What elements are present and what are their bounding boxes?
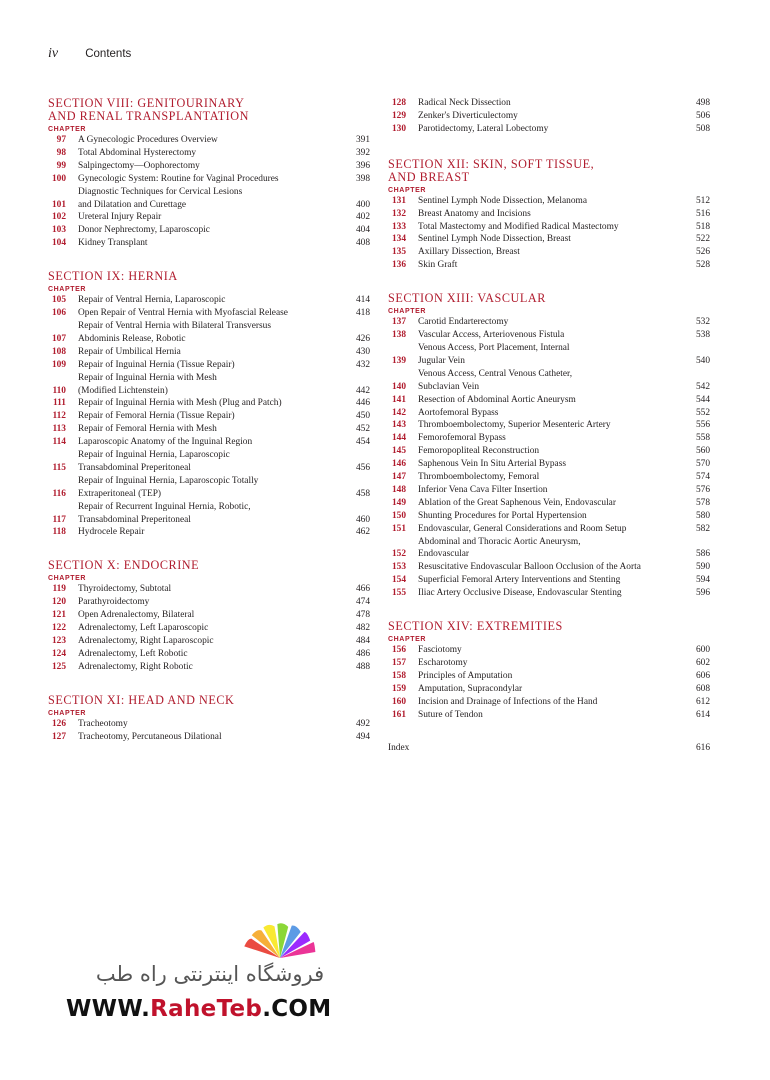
page-number: 400: [355, 199, 370, 210]
toc-section: [48, 694, 370, 744]
page-number: 576: [695, 484, 710, 495]
chapter-title: Repair of Ventral Hernia, Laparoscopic: [78, 295, 226, 306]
chapter-number: 100: [51, 173, 66, 184]
page-number: 544: [695, 394, 710, 405]
chapter-title: Femoropopliteal Reconstruction: [418, 446, 540, 457]
chapter-label: CHAPTER: [48, 575, 87, 583]
page-number: 602: [695, 658, 710, 668]
section-heading: SECTION XIV: EXTREMITIES: [388, 619, 563, 634]
page-number: 484: [355, 636, 370, 646]
page-number: 612: [695, 696, 710, 707]
watermark-persian-text: فروشگاه اینترنتی راه طب: [95, 962, 325, 986]
toc-entry[interactable]: [48, 397, 370, 410]
chapter-title: Repair of Ventral Hernia with Bilateral Transversus Abdominis Release, Robotic: [78, 320, 272, 344]
chapter-title: Aortofemoral Bypass: [418, 407, 499, 418]
page-number: 426: [355, 333, 370, 344]
toc-section: [388, 158, 710, 272]
chapter-number: 103: [51, 225, 66, 236]
toc-entry[interactable]: [48, 294, 370, 307]
toc-entry[interactable]: [48, 583, 370, 596]
chapter-title: Kidney Transplant: [78, 238, 148, 249]
toc-entry[interactable]: [48, 648, 370, 661]
toc-entry[interactable]: [48, 436, 370, 449]
toc-entry[interactable]: [388, 394, 710, 407]
toc-entry[interactable]: [388, 644, 710, 657]
toc-section: [48, 97, 370, 250]
chapter-title: Salpingectomy—Oophorectomy: [78, 160, 200, 171]
page-number: 578: [695, 497, 710, 508]
toc-entry[interactable]: [388, 510, 710, 523]
chapter-title: Iliac Artery Occlusive Disease, Endovascular Stenting: [418, 588, 622, 599]
chapter-number: 101: [51, 199, 66, 210]
page-number: 442: [355, 385, 370, 396]
chapter-number: 140: [391, 381, 406, 392]
chapter-title: Hydrocele Repair: [78, 527, 145, 538]
toc-entry[interactable]: [388, 670, 710, 683]
chapter-number: 123: [51, 636, 66, 646]
page-number: 494: [355, 731, 370, 742]
toc-entry[interactable]: [48, 410, 370, 423]
toc-entry[interactable]: [48, 423, 370, 436]
chapter-label: CHAPTER: [48, 126, 87, 133]
chapter-title: Venous Access, Central Venous Catheter, Subclavian Vein: [418, 368, 573, 392]
chapter-number: 149: [391, 497, 406, 508]
chapter-label: CHAPTER: [48, 709, 87, 717]
chapter-number: 102: [51, 212, 66, 223]
toc-entry[interactable]: [388, 536, 710, 562]
chapter-title: Tracheotomy, Percutaneous Dilational: [78, 731, 222, 742]
toc-entry[interactable]: [388, 342, 710, 368]
toc-entry[interactable]: [48, 237, 370, 250]
chapter-number: 109: [51, 359, 66, 370]
chapter-title: Total Abdominal Hysterectomy: [78, 147, 197, 158]
toc-entry[interactable]: [388, 561, 710, 574]
toc-entry[interactable]: [388, 683, 710, 696]
toc-entry[interactable]: [388, 123, 710, 136]
page-number: 430: [355, 346, 370, 357]
chapter-title: Repair of Inguinal Hernia, Laparoscopic Transabdominal Preperitoneal: [78, 450, 230, 473]
chapter-title: Resuscitative Endovascular Balloon Occlusion of the Aorta: [418, 562, 641, 573]
chapter-title: Carotid Endarterectomy: [418, 317, 509, 328]
watermark-url: WWW.RaheTeb.COM: [66, 996, 332, 1022]
toc-entry[interactable]: [48, 661, 370, 674]
section-heading: SECTION VIII: GENITOURINARY AND RENAL TRANSPLANTATION: [48, 96, 249, 123]
chapter-number: 147: [391, 472, 406, 483]
chapter-number: 114: [52, 437, 66, 448]
chapter-number: 125: [51, 661, 66, 672]
chapter-number: 155: [391, 588, 406, 599]
chapter-title: Axillary Dissection, Breast: [418, 247, 520, 258]
toc-entry[interactable]: [388, 484, 710, 497]
chapter-label: CHAPTER: [388, 186, 427, 194]
toc-entry[interactable]: [48, 718, 370, 731]
running-head: [48, 46, 131, 62]
chapter-title: Repair of Inguinal Hernia (Tissue Repair): [78, 359, 235, 370]
contents-column-left: [48, 97, 370, 764]
page-number: 392: [355, 147, 370, 158]
chapter-title: Repair of Femoral Hernia (Tissue Repair): [78, 411, 235, 422]
chapter-number: 129: [391, 110, 406, 121]
index-label: Index: [388, 742, 410, 753]
chapter-number: 120: [51, 597, 66, 608]
chapter-number: 117: [52, 514, 66, 525]
chapter-label: CHAPTER: [48, 286, 87, 294]
page-number: 570: [695, 459, 710, 470]
chapter-number: 133: [391, 221, 406, 232]
toc-entry[interactable]: [48, 147, 370, 160]
page-number: 488: [355, 661, 370, 672]
chapter-number: 124: [51, 648, 66, 659]
chapter-title: Femorofemoral Bypass: [418, 433, 506, 444]
toc-entry[interactable]: [388, 471, 710, 484]
chapter-number: 152: [391, 549, 406, 560]
chapter-title: Total Mastectomy and Modified Radical Mastectomy: [418, 221, 619, 232]
page-number: 542: [695, 381, 710, 392]
chapter-title: Diagnostic Techniques for Cervical Lesions and Dilatation and Curettage: [78, 186, 243, 210]
section-heading: SECTION XI: HEAD AND NECK: [48, 692, 235, 707]
index-entry[interactable]: [388, 742, 710, 755]
toc-entry[interactable]: [48, 173, 370, 186]
chapter-number: 119: [52, 584, 66, 595]
page-number: 558: [695, 433, 710, 444]
page-number: 450: [355, 411, 370, 422]
toc-section: [48, 270, 370, 539]
toc-entry[interactable]: [388, 497, 710, 510]
chapter-number: 139: [391, 355, 406, 366]
chapter-number: 157: [391, 658, 406, 668]
page-number: 452: [355, 424, 370, 435]
toc-entry[interactable]: [48, 134, 370, 147]
chapter-number: 110: [52, 385, 66, 396]
chapter-title: Repair of Recurrent Inguinal Hernia, Robotic, Transabdominal Preperitoneal: [78, 501, 251, 525]
page-number: 454: [355, 437, 370, 448]
chapter-number: 99: [56, 160, 66, 171]
page-number: 512: [695, 195, 710, 206]
page-number: 532: [695, 317, 710, 328]
chapter-number: 106: [51, 308, 66, 319]
chapter-number: 107: [51, 333, 66, 344]
chapter-title: Adrenalectomy, Right Laparoscopic: [78, 636, 214, 646]
chapter-title: Repair of Umbilical Hernia: [78, 346, 181, 357]
page-number: 391: [355, 135, 370, 145]
toc-entry[interactable]: [388, 329, 710, 342]
section-heading: SECTION XIII: VASCULAR: [388, 291, 546, 306]
chapter-number: 122: [51, 623, 66, 634]
chapter-title: Resection of Abdominal Aortic Aneurysm: [418, 394, 576, 405]
chapter-title: Escharotomy: [418, 658, 468, 668]
page-number: 408: [355, 238, 370, 249]
chapter-number: 160: [391, 696, 406, 707]
chapter-label: CHAPTER: [388, 308, 427, 316]
chapter-number: 159: [391, 683, 406, 694]
chapter-number: 115: [52, 462, 66, 473]
chapter-number: 141: [391, 394, 406, 405]
chapter-title: Repair of Femoral Hernia with Mesh: [78, 424, 217, 435]
chapter-number: 138: [391, 330, 406, 341]
chapter-title: Incision and Drainage of Infections of the Hand: [418, 696, 598, 707]
chapter-title: Suture of Tendon: [418, 709, 483, 720]
toc-entry[interactable]: [388, 657, 710, 670]
page-number: 398: [355, 173, 370, 184]
toc-entry[interactable]: [388, 246, 710, 259]
page-number: 616: [695, 742, 710, 753]
chapter-number: 161: [391, 709, 406, 720]
chapter-title: Adrenalectomy, Left Robotic: [78, 648, 188, 659]
page-number: 404: [355, 225, 370, 236]
chapter-title: Zenker's Diverticulectomy: [418, 110, 518, 121]
page-number: 594: [695, 575, 710, 586]
page-number: 414: [355, 295, 370, 306]
chapter-number: 105: [51, 295, 66, 306]
page-number: 446: [355, 398, 370, 409]
toc-entry[interactable]: [48, 635, 370, 648]
toc-entry[interactable]: [388, 208, 710, 221]
chapter-number: 156: [391, 645, 406, 656]
chapter-title: Venous Access, Port Placement, Internal Jugular Vein: [418, 342, 570, 366]
page-number: 596: [695, 588, 710, 599]
chapter-number: 130: [391, 123, 406, 134]
toc-entry[interactable]: [48, 526, 370, 539]
page-number: 396: [355, 160, 370, 171]
toc-entry[interactable]: [388, 445, 710, 458]
chapter-number: 131: [391, 195, 406, 206]
toc-entry[interactable]: [48, 475, 370, 501]
chapter-number: 104: [51, 238, 66, 249]
chapter-number: 142: [391, 407, 406, 418]
chapter-title: Parotidectomy, Lateral Lobectomy: [418, 123, 549, 134]
toc-section: [388, 97, 710, 136]
chapter-title: Principles of Amputation: [418, 670, 513, 681]
chapter-title: Amputation, Supracondylar: [418, 683, 523, 694]
chapter-title: Shunting Procedures for Portal Hypertension: [418, 510, 587, 521]
chapter-number: 116: [52, 488, 66, 499]
chapter-number: 127: [51, 731, 66, 742]
page-number: 518: [695, 221, 710, 232]
chapter-number: 150: [391, 510, 406, 521]
chapter-title: Breast Anatomy and Incisions: [418, 208, 531, 219]
chapter-number: 146: [391, 459, 406, 470]
chapter-number: 128: [391, 98, 406, 108]
page-number: 458: [355, 488, 370, 499]
page-number: 614: [695, 709, 710, 720]
section-heading: SECTION IX: HERNIA: [48, 269, 178, 284]
chapter-number: 118: [52, 527, 66, 538]
toc-entry[interactable]: [48, 320, 370, 346]
chapter-title: Parathyroidectomy: [78, 597, 150, 608]
page-number: 574: [695, 472, 710, 483]
toc-entry[interactable]: [388, 419, 710, 432]
book-rainbow-logo: [230, 918, 330, 962]
page-number: 538: [695, 330, 710, 341]
page-number: 528: [695, 260, 710, 271]
chapter-title: Thromboembolectomy, Femoral: [418, 472, 540, 483]
page-number: 556: [695, 420, 710, 431]
chapter-title: Open Adrenalectomy, Bilateral: [78, 610, 195, 621]
chapter-number: 153: [391, 562, 406, 573]
page-number: 456: [355, 462, 370, 473]
toc-entry[interactable]: [388, 110, 710, 123]
toc-entry[interactable]: [48, 501, 370, 527]
chapter-title: Donor Nephrectomy, Laparoscopic: [78, 225, 210, 236]
toc-entry[interactable]: [48, 186, 370, 212]
chapter-number: 98: [56, 147, 66, 158]
page-number: 418: [355, 308, 370, 319]
page-number: 600: [695, 645, 710, 656]
chapter-number: 148: [391, 484, 406, 495]
chapter-number: 144: [391, 433, 406, 444]
toc-entry[interactable]: [48, 211, 370, 224]
running-title: Contents: [85, 48, 132, 60]
chapter-title: Sentinel Lymph Node Dissection, Breast: [418, 234, 571, 245]
toc-entry[interactable]: [48, 731, 370, 744]
chapter-title: Laparoscopic Anatomy of the Inguinal Region: [78, 437, 253, 448]
toc-entry[interactable]: [388, 97, 710, 110]
chapter-number: 135: [391, 247, 406, 258]
chapter-number: 134: [391, 234, 406, 245]
chapter-title: Gynecologic System: Routine for Vaginal Procedures: [78, 173, 279, 184]
page-number: 586: [695, 549, 710, 560]
chapter-title: Repair of Inguinal Hernia with Mesh (Modified Lichtenstein): [78, 372, 217, 396]
page-number: 432: [355, 359, 370, 370]
toc-entry[interactable]: [48, 449, 370, 475]
toc-entry[interactable]: [388, 195, 710, 208]
page-number: 402: [355, 212, 370, 223]
chapter-title: Thromboembolectomy, Superior Mesenteric Artery: [418, 420, 611, 431]
chapter-title: Open Repair of Ventral Hernia with Myofascial Release: [78, 308, 288, 319]
page-number: 526: [695, 247, 710, 258]
toc-entry[interactable]: [388, 259, 710, 272]
page-number: 460: [355, 514, 370, 525]
page-number: 582: [695, 523, 710, 534]
page-number: 486: [355, 648, 370, 659]
chapter-title: Abdominal and Thoracic Aortic Aneurysm, Endovascular: [418, 536, 581, 560]
chapter-title: Saphenous Vein In Situ Arterial Bypass: [418, 459, 566, 470]
toc-entry[interactable]: [388, 432, 710, 445]
chapter-title: A Gynecologic Procedures Overview: [78, 135, 218, 145]
chapter-title: Fasciotomy: [418, 645, 462, 656]
toc-entry[interactable]: [388, 574, 710, 587]
chapter-number: 126: [51, 718, 66, 729]
toc-entry[interactable]: [388, 407, 710, 420]
contents-column-right: [388, 97, 710, 755]
chapter-label: CHAPTER: [388, 636, 427, 644]
toc-entry[interactable]: [48, 307, 370, 320]
page-number: 492: [355, 718, 370, 729]
toc-entry[interactable]: [48, 596, 370, 609]
chapter-title: Inferior Vena Cava Filter Insertion: [418, 484, 548, 495]
page-number: 522: [695, 234, 710, 245]
toc-entry[interactable]: [48, 359, 370, 372]
chapter-number: 111: [52, 398, 66, 409]
section-heading: SECTION XII: SKIN, SOFT TISSUE, AND BREAST: [388, 156, 595, 184]
chapter-title: Adrenalectomy, Right Robotic: [78, 661, 193, 672]
chapter-number: 136: [391, 260, 406, 271]
toc-entry[interactable]: [388, 523, 710, 536]
toc-entry[interactable]: [48, 372, 370, 398]
chapter-number: 154: [391, 575, 406, 586]
chapter-title: Thyroidectomy, Subtotal: [78, 584, 172, 595]
chapter-number: 137: [391, 317, 406, 328]
chapter-title: Vascular Access, Arteriovenous Fistula: [418, 330, 565, 341]
toc-entry[interactable]: [48, 609, 370, 622]
section-heading: SECTION X: ENDOCRINE: [48, 558, 200, 573]
toc-entry[interactable]: [388, 709, 710, 722]
page-numeral: iv: [48, 46, 59, 61]
chapter-number: 151: [391, 523, 406, 534]
toc-entry[interactable]: [48, 622, 370, 635]
page-number: 608: [695, 683, 710, 694]
chapter-number: 132: [391, 208, 406, 219]
page-number: 508: [695, 123, 710, 134]
page-number: 462: [355, 527, 370, 538]
toc-entry[interactable]: [388, 316, 710, 329]
toc-entry[interactable]: [388, 221, 710, 234]
chapter-title: Ablation of the Great Saphenous Vein, Endovascular: [418, 497, 616, 508]
page-number: 590: [695, 562, 710, 573]
chapter-title: Superficial Femoral Artery Interventions and Stenting: [418, 575, 621, 586]
chapter-title: Radical Neck Dissection: [418, 98, 511, 108]
toc-entry[interactable]: [388, 587, 710, 600]
toc-entry[interactable]: [388, 233, 710, 246]
chapter-number: 121: [51, 610, 66, 621]
page-number: 606: [695, 670, 710, 681]
chapter-title: Repair of Inguinal Hernia with Mesh (Plug and Patch): [78, 398, 282, 409]
toc-entry[interactable]: [48, 346, 370, 359]
page-number: 516: [695, 208, 710, 219]
chapter-title: Sentinel Lymph Node Dissection, Melanoma: [418, 195, 587, 206]
page-number: 482: [355, 623, 370, 634]
chapter-number: 158: [391, 670, 406, 681]
page-number: 466: [355, 584, 370, 595]
toc-section: [388, 620, 710, 721]
page-number: 580: [695, 510, 710, 521]
page-number: 540: [695, 355, 710, 366]
toc-section: [48, 559, 370, 673]
page-number: 560: [695, 446, 710, 457]
chapter-title: Skin Graft: [418, 260, 458, 271]
chapter-title: Ureteral Injury Repair: [78, 212, 162, 223]
chapter-number: 143: [391, 420, 406, 431]
page-number: 474: [355, 597, 370, 608]
toc-entry[interactable]: [388, 458, 710, 471]
page-number: 552: [695, 407, 710, 418]
chapter-title: Repair of Inguinal Hernia, Laparoscopic Totally Extraperitoneal (TEP): [78, 475, 259, 499]
chapter-number: 145: [391, 446, 406, 457]
page-number: 498: [695, 98, 710, 108]
chapter-number: 112: [52, 411, 66, 422]
toc-entry[interactable]: [388, 368, 710, 394]
toc-entry[interactable]: [388, 696, 710, 709]
chapter-number: 97: [56, 135, 66, 145]
chapter-title: Tracheotomy: [78, 718, 128, 729]
chapter-title: Adrenalectomy, Left Laparoscopic: [78, 623, 209, 634]
page-number: 478: [355, 610, 370, 621]
chapter-number: 113: [52, 424, 66, 435]
chapter-number: 108: [51, 346, 66, 357]
watermark: [40, 918, 340, 1030]
toc-entry[interactable]: [48, 224, 370, 237]
page-number: 506: [695, 110, 710, 121]
chapter-title: Endovascular, General Considerations and Room Setup: [418, 523, 627, 534]
toc-entry[interactable]: [48, 160, 370, 173]
toc-section: [388, 292, 710, 600]
